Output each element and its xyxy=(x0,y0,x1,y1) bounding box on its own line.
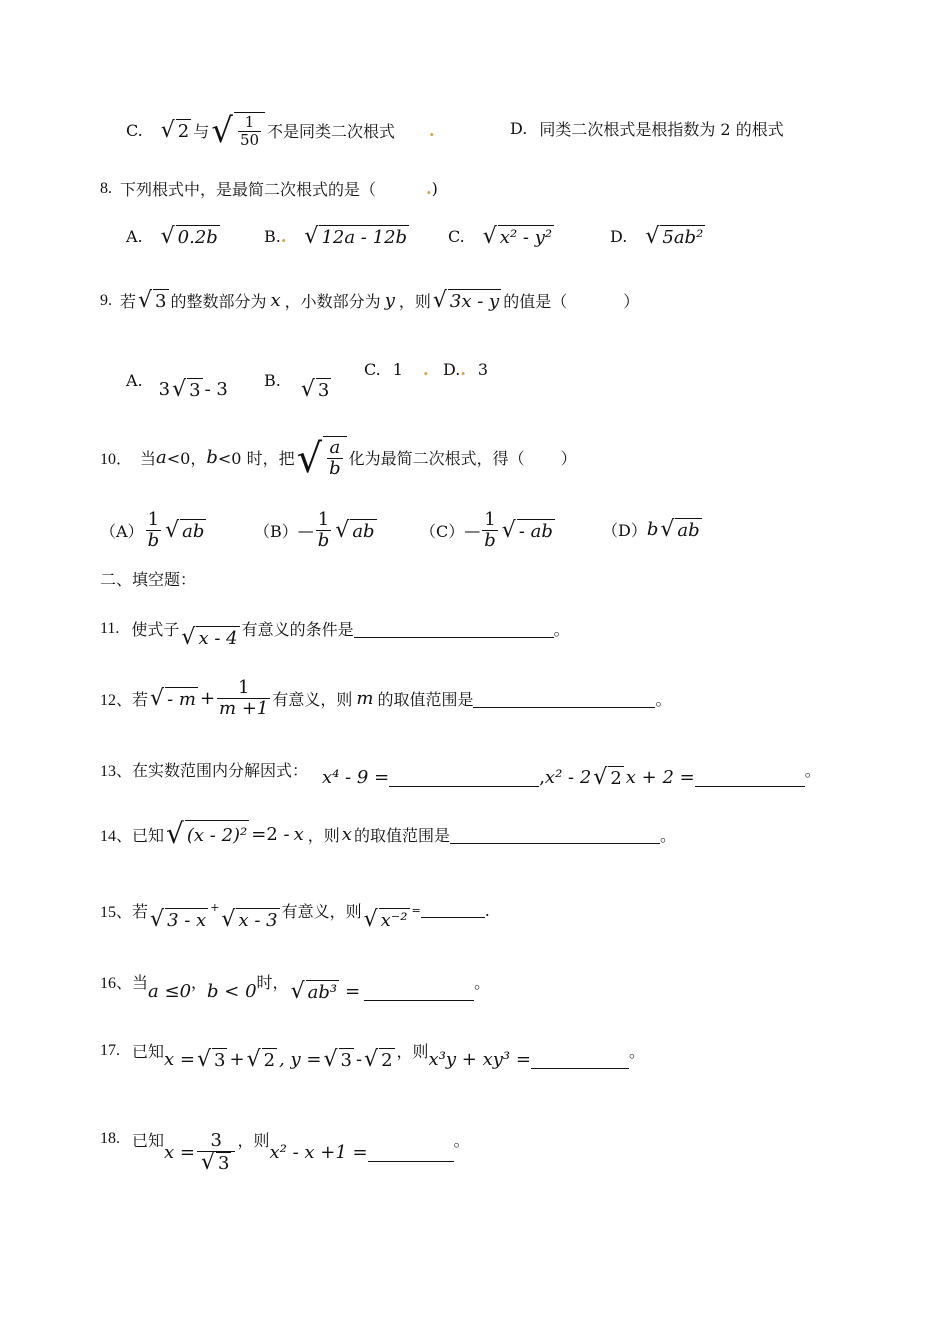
q8-text: 下列根式中，是最简二次根式的是（ xyxy=(120,180,377,199)
q17-question xyxy=(100,1030,645,1071)
q15-sqrt2: √ x - 3 xyxy=(221,907,278,932)
q17-t2: ，则 xyxy=(396,1042,429,1061)
q10-a-label: （A） xyxy=(100,521,144,541)
q17-answer-blank[interactable] xyxy=(531,1050,629,1069)
q18-expr: x² - x +1 = xyxy=(269,1141,368,1163)
q9-option-c xyxy=(364,360,429,379)
q10-b-minus: — xyxy=(297,520,314,540)
q16-t2: 时， xyxy=(256,973,289,992)
q15-sqrt3: √ x⁻² xyxy=(363,907,408,932)
q13-expr1: x⁴ - 9 = xyxy=(322,767,390,788)
q8-close: ) xyxy=(431,179,438,198)
q10-number: 10． xyxy=(100,450,133,468)
q16-sqrt: √ ab³ xyxy=(290,979,338,1004)
q12-t3: 的取值范围是 xyxy=(377,689,474,709)
q14-end: 。 xyxy=(659,825,676,845)
q14-x: x xyxy=(293,823,304,845)
q10-b-sqrt: √ ab xyxy=(335,517,375,543)
q18-number: 18. xyxy=(100,1130,120,1148)
q10-option-d xyxy=(602,518,704,541)
q10-d-label: （D） xyxy=(602,521,647,540)
q9-c-value: 1 xyxy=(392,360,403,379)
q14-answer-blank[interactable] xyxy=(450,825,660,844)
q8-option-b xyxy=(264,225,411,248)
q16-t1: 当 xyxy=(132,973,149,992)
q15-t1: 若 xyxy=(132,902,149,921)
q12-t1: 若 xyxy=(132,689,149,709)
q13-answer-blank-1[interactable] xyxy=(389,768,539,787)
q10-d-sqrt: √ ab xyxy=(660,517,700,542)
q11-end: 。 xyxy=(553,620,570,639)
q10-option-b xyxy=(254,510,379,551)
q18-answer-blank[interactable] xyxy=(368,1143,454,1162)
q7-option-c xyxy=(126,111,435,151)
q17-sqrt2-a: √ 2 xyxy=(246,1047,276,1072)
q14-t4: 的取值范围是 xyxy=(353,825,450,845)
q12-sqrt: √ - m xyxy=(150,685,196,711)
q11-t2: 有意义的条件是 xyxy=(241,620,354,639)
q13-sqrt2: √ 2 xyxy=(593,765,622,790)
q9-expr: √ 3x - y xyxy=(432,288,500,313)
q9-c-label: C. xyxy=(364,360,381,379)
q12-answer-blank[interactable] xyxy=(473,689,655,708)
q17-sqrt3-a: √ 3 xyxy=(196,1047,226,1072)
mark-dot: . xyxy=(422,360,429,379)
q7-c-text2: 不是同类二次根式 xyxy=(267,121,396,141)
q7-option-d xyxy=(510,117,784,140)
q13-question xyxy=(100,750,821,789)
section2-title: 二、填空题： xyxy=(100,570,197,589)
q16-cond2: b < 0 xyxy=(207,981,257,1002)
q9-a-label: A. xyxy=(126,371,143,390)
mark-dot: . xyxy=(426,179,432,198)
mark-dot: . xyxy=(429,120,435,140)
section-heading xyxy=(100,567,196,590)
q11-answer-blank[interactable] xyxy=(354,619,554,638)
q10-question xyxy=(100,435,577,482)
q13-t1: 在实数范围内分解因式： xyxy=(132,761,309,780)
q13-expr2a: x² - 2 xyxy=(544,767,592,788)
q11-question xyxy=(100,608,570,649)
q10-a-frac: $\frac{1}{b}$ xyxy=(147,509,160,551)
q16-number: 16、 xyxy=(100,975,133,992)
q8-option-d xyxy=(610,225,707,248)
q18-t1: 已知 xyxy=(132,1130,165,1150)
q10-b-frac: $\frac{1}{b}$ xyxy=(317,509,330,551)
q14-t1: 已知 xyxy=(132,825,165,845)
q16-answer-blank[interactable] xyxy=(364,982,474,1001)
q8-option-c xyxy=(448,225,556,248)
q9-d-value: 3 xyxy=(477,360,489,379)
q8-c-label: C. xyxy=(448,227,465,246)
q17-minus: - xyxy=(355,1049,363,1070)
q10-t4: 化为最简二次根式，得（ xyxy=(348,448,525,468)
mark-dot: . xyxy=(460,360,466,379)
q12-t2: 有意义，则 xyxy=(272,689,353,709)
q10-sqrt-frac: √ $\frac{a}{b}$ xyxy=(297,436,347,479)
q12-end: 。 xyxy=(655,689,672,709)
q14-question xyxy=(100,817,676,850)
q15-end: . xyxy=(484,901,490,920)
q9-d-label: D. xyxy=(443,360,461,379)
q10-c-frac: $\frac{1}{b}$ xyxy=(484,509,496,551)
q18-xdef: x = xyxy=(164,1141,195,1163)
q14-x2: x xyxy=(341,823,352,845)
mark-dot: . xyxy=(280,227,287,246)
q9-x: x xyxy=(270,290,281,311)
q7-c-label: C. xyxy=(126,120,143,140)
q15-answer-blank[interactable] xyxy=(421,903,485,918)
q7-c-text1: 与 xyxy=(193,121,210,141)
q13-number: 13、 xyxy=(100,763,133,780)
q10-a: a xyxy=(156,446,167,468)
q18-t2: ，则 xyxy=(237,1130,270,1150)
q10-a-sqrt: √ ab xyxy=(165,517,205,543)
q9-t3: ，小数部分为 xyxy=(284,292,381,311)
q16-question xyxy=(100,960,490,1003)
q14-t2: =2 - xyxy=(251,823,290,845)
q13-end: 。 xyxy=(804,761,821,780)
q9-a-coef: 3 xyxy=(158,379,171,400)
q8-number: 8. xyxy=(100,179,112,197)
q18-end: 。 xyxy=(453,1130,470,1150)
q15-t2: 有意义，则 xyxy=(281,902,362,921)
q10-b: b xyxy=(206,446,218,468)
q11-number: 11. xyxy=(100,619,120,637)
q14-t3: ，则 xyxy=(307,825,340,845)
q8-option-a xyxy=(126,225,222,248)
q9-option-d xyxy=(443,360,488,379)
q16-sep: ， xyxy=(191,973,208,992)
q10-option-c xyxy=(420,510,557,551)
q15-number: 15、 xyxy=(100,904,133,921)
q9-number: 9. xyxy=(100,291,112,309)
q12-question xyxy=(100,678,671,719)
q9-y: y xyxy=(384,290,395,311)
q10-t2: <0， xyxy=(166,448,207,468)
q16-end: 。 xyxy=(474,973,491,992)
q9-option-a xyxy=(126,360,228,401)
q13-answer-blank-2[interactable] xyxy=(695,768,805,787)
q8-b-expr: √ 12a - 12b xyxy=(304,224,408,249)
q11-expr: √ x - 4 xyxy=(181,625,238,650)
q8-d-label: D. xyxy=(610,227,628,246)
q8-c-expr: √ x² - y² xyxy=(482,224,553,249)
q9-b-label: B. xyxy=(264,371,281,390)
q18-frac: 3 √ 3 xyxy=(197,1131,235,1174)
q9-a-rad: √ 3 xyxy=(172,377,201,402)
q14-sqrt: √ (x - 2)² xyxy=(166,817,248,850)
q8-d-expr: √ 5ab² xyxy=(645,224,704,249)
q10-t1: 当 xyxy=(140,448,157,468)
q17-sqrt3-b: √ 3 xyxy=(323,1047,352,1072)
q11-t1: 使式子 xyxy=(131,620,180,639)
q14-number: 14、 xyxy=(100,827,133,845)
q17-number: 17. xyxy=(100,1041,120,1059)
q12-m: m xyxy=(356,687,374,709)
sqrt-3: √ 3 xyxy=(138,288,167,313)
q13-comma: , xyxy=(539,767,545,788)
q17-ydef: , y = xyxy=(279,1049,322,1070)
q12-frac: $\frac{1}{m +1}$ xyxy=(219,677,269,719)
q17-sqrt2-b: √ 2 xyxy=(364,1047,393,1072)
q8-question xyxy=(100,177,438,200)
q9-t4: ，则 xyxy=(398,292,431,311)
q10-c-minus: — xyxy=(464,520,481,540)
q10-b-label: （B） xyxy=(254,521,298,541)
q7-d-text: 同类二次根式是根指数为 2 的根式 xyxy=(539,120,784,139)
q18-question xyxy=(100,1105,470,1174)
q8-a-label: A. xyxy=(126,227,143,246)
q16-eq: = xyxy=(345,981,361,1002)
q17-t1: 已知 xyxy=(132,1042,165,1061)
q10-t5: ） xyxy=(560,448,577,468)
q10-c-label: （C） xyxy=(420,521,465,541)
q10-t3: <0 时，把 xyxy=(217,448,295,468)
q17-plus: + xyxy=(229,1049,245,1070)
q9-t5: 的值是（ xyxy=(503,292,568,311)
q8-b-label: B. xyxy=(264,227,281,246)
q15-question xyxy=(100,890,490,931)
q9-t1: 若 xyxy=(120,292,137,311)
q9-t6: ） xyxy=(623,292,640,311)
q12-number: 12、 xyxy=(100,691,133,709)
sqrt-2: √ 2 xyxy=(160,117,190,143)
q9-a-tail: - 3 xyxy=(204,379,228,400)
q8-a-expr: √ 0.2b xyxy=(160,224,218,249)
q17-expr: x³y + xy³ = xyxy=(428,1049,531,1070)
sqrt-1-over-50: √ $\frac{1}{50}$ xyxy=(211,112,265,148)
q13-expr2b: x + 2 = xyxy=(625,767,695,788)
q17-xdef: x = xyxy=(164,1049,195,1070)
q9-b-rad: √ 3 xyxy=(300,377,330,402)
q10-c-sqrt: √ - ab xyxy=(501,517,553,543)
q12-plus: + xyxy=(199,687,216,709)
q9-question xyxy=(100,289,639,312)
q9-t2: 的整数部分为 xyxy=(170,292,267,311)
q10-d-b: b xyxy=(646,519,659,540)
q16-cond1: a ≤0 xyxy=(148,981,192,1002)
q7-d-label: D. xyxy=(510,119,528,138)
q9-option-b xyxy=(264,360,333,401)
q15-eq: = xyxy=(411,904,421,917)
q17-end: 。 xyxy=(628,1042,645,1061)
q15-sqrt1: √ 3 - x xyxy=(150,907,207,932)
q15-plus: + xyxy=(210,901,220,914)
q10-option-a xyxy=(100,510,208,551)
